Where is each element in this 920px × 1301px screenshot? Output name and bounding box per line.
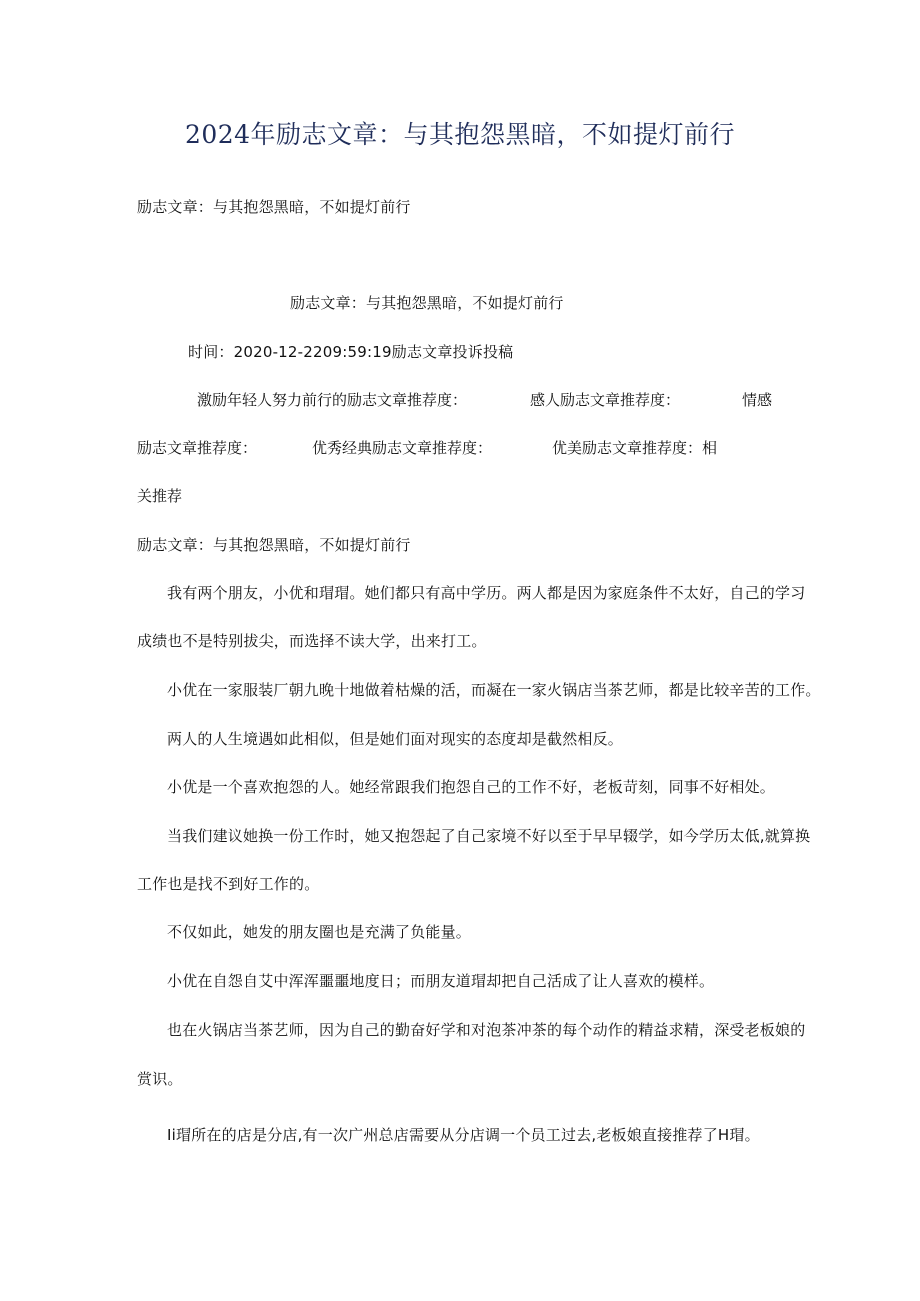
paragraph-line: 小优在一家服装厂朝九晚十地做着枯燥的活，而凝在一家火锅店当茶艺师，都是比较辛苦的工作。 — [167, 681, 821, 699]
paragraph-line: 也在火锅店当茶艺师，因为自己的勤奋好学和对泡茶冲茶的每个动作的精益求精，深受老板娘的 — [167, 1021, 806, 1039]
recommend-item: 优秀经典励志文章推荐度： — [312, 439, 493, 457]
paragraph-line: 小优在自怨自艾中浑浑噩噩地度日；而朋友道瑁却把自己活成了让人喜欢的模样。 — [167, 972, 715, 990]
paragraph-line: Ii瑁所在的店是分店,有一次广州总店需要从分店调一个员工过去,老板娘直接推荐了H瑁。 — [167, 1126, 760, 1144]
recommend-item: 优美励志文章推荐度：相 — [552, 439, 718, 457]
paragraph-line: 两人的人生境遇如此相似，但是她们面对现实的态度却是截然相反。 — [167, 730, 624, 748]
recommend-item: 感人励志文章推荐度： — [530, 391, 681, 409]
recommend-item: 励志文章推荐度： — [137, 439, 258, 457]
centered-subtitle: 励志文章：与其抱怨黑暗，不如提灯前行 — [290, 294, 564, 312]
paragraph-line: 当我们建议她换一份工作时，她又抱怨起了自己家境不好以至于早早辍学，如今学历太低,就算换 — [167, 827, 811, 845]
recommend-item: 情感 — [742, 391, 773, 409]
paragraph-line: 成绩也不是特别拔尖，而选择不读大学，出来打工。 — [137, 632, 487, 650]
paragraph-line: 不仅如此，她发的朋友圈也是充满了负能量。 — [167, 923, 472, 941]
body-heading: 励志文章：与其抱怨黑暗，不如提灯前行 — [137, 536, 411, 554]
meta-line: 时间：2020-12-2209:59:19励志文章投诉投稿 — [188, 343, 514, 361]
subtitle-line: 励志文章：与其抱怨黑暗，不如提灯前行 — [137, 198, 411, 216]
recommend-item: 关推荐 — [137, 487, 183, 505]
paragraph-line: 小优是一个喜欢抱怨的人。她经常跟我们抱怨自己的工作不好，老板苛刻，同事不好相处。 — [167, 778, 776, 796]
document-title: 2024年励志文章：与其抱怨黑暗，不如提灯前行 — [184, 120, 736, 149]
paragraph-line: 我有两个朋友，小优和瑁瑁。她们都只有高中学历。两人都是因为家庭条件不太好，自己的学习 — [167, 584, 806, 602]
recommend-item: 激励年轻人努力前行的励志文章推荐度： — [197, 391, 468, 409]
paragraph-line: 工作也是找不到好工作的。 — [137, 875, 320, 893]
paragraph-line: 赏识。 — [137, 1070, 183, 1088]
